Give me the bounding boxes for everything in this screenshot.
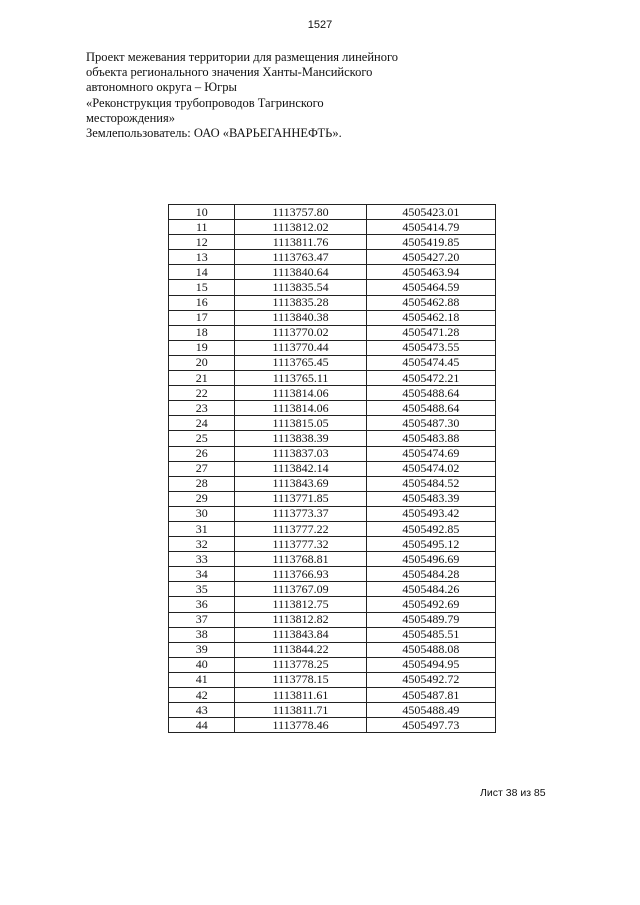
land-user-line [86,126,446,141]
x-coordinate-cell: 1113840.64 [235,265,366,280]
x-coordinate-cell: 1113844.22 [235,642,366,657]
point-number-cell: 11 [169,220,235,235]
table-row [169,355,496,370]
y-coordinate-cell: 4505487.30 [366,416,495,431]
point-number-cell: 41 [169,672,235,687]
x-coordinate-cell: 1113835.28 [235,295,366,310]
y-coordinate-cell: 4505471.28 [366,325,495,340]
point-number-cell: 14 [169,265,235,280]
point-number-cell: 40 [169,657,235,672]
x-coordinate-cell: 1113812.75 [235,597,366,612]
point-number-cell: 39 [169,642,235,657]
point-number-cell: 21 [169,371,235,386]
x-coordinate-cell: 1113812.82 [235,612,366,627]
x-coordinate-cell: 1113765.11 [235,371,366,386]
table-row [169,295,496,310]
point-number-cell: 24 [169,416,235,431]
x-coordinate-cell: 1113811.71 [235,703,366,718]
table-row [169,220,496,235]
y-coordinate-cell: 4505427.20 [366,250,495,265]
point-number-cell: 12 [169,235,235,250]
x-coordinate-cell: 1113812.02 [235,220,366,235]
table-row [169,325,496,340]
y-coordinate-cell: 4505488.08 [366,642,495,657]
header-line: месторождения» [86,110,175,125]
table-row [169,491,496,506]
land-user-value: ОАО «ВАРЬЕГАННЕФТЬ». [193,126,342,141]
y-coordinate-cell: 4505488.64 [366,386,495,401]
point-number-cell: 19 [169,340,235,355]
y-coordinate-cell: 4505493.42 [366,506,495,521]
table-row [169,506,496,521]
point-number-cell: 17 [169,310,235,325]
y-coordinate-cell: 4505463.94 [366,265,495,280]
point-number-cell: 44 [169,718,235,733]
table-row [169,657,496,672]
x-coordinate-cell: 1113757.80 [235,205,366,220]
table-row [169,280,496,295]
sheet-number: Лист 38 из 85 [480,787,546,799]
table-row [169,416,496,431]
x-coordinate-cell: 1113767.09 [235,582,366,597]
point-number-cell: 23 [169,401,235,416]
header-line: «Реконструкция трубопроводов Тагринского [86,95,324,110]
point-number-cell: 20 [169,355,235,370]
point-number-cell: 28 [169,476,235,491]
y-coordinate-cell: 4505489.79 [366,612,495,627]
y-coordinate-cell: 4505474.45 [366,355,495,370]
y-coordinate-cell: 4505483.39 [366,491,495,506]
point-number-cell: 32 [169,537,235,552]
x-coordinate-cell: 1113770.44 [235,340,366,355]
point-number-cell: 36 [169,597,235,612]
x-coordinate-cell: 1113768.81 [235,552,366,567]
table-row [169,552,496,567]
table-row [169,340,496,355]
x-coordinate-cell: 1113814.06 [235,401,366,416]
x-coordinate-cell: 1113778.25 [235,657,366,672]
point-number-cell: 33 [169,552,235,567]
x-coordinate-cell: 1113811.61 [235,688,366,703]
x-coordinate-cell: 1113765.45 [235,355,366,370]
coordinates-table [168,204,496,733]
table-row [169,537,496,552]
y-coordinate-cell: 4505462.18 [366,310,495,325]
page-number: 1527 [307,19,333,31]
y-coordinate-cell: 4505492.85 [366,521,495,536]
point-number-cell: 15 [169,280,235,295]
table-row [169,250,496,265]
point-number-cell: 35 [169,582,235,597]
point-number-cell: 16 [169,295,235,310]
y-coordinate-cell: 4505485.51 [366,627,495,642]
point-number-cell: 43 [169,703,235,718]
point-number-cell: 26 [169,446,235,461]
table-row [169,718,496,733]
y-coordinate-cell: 4505472.21 [366,371,495,386]
point-number-cell: 27 [169,461,235,476]
x-coordinate-cell: 1113771.85 [235,491,366,506]
y-coordinate-cell: 4505462.88 [366,295,495,310]
table-row [169,401,496,416]
y-coordinate-cell: 4505497.73 [366,718,495,733]
point-number-cell: 30 [169,506,235,521]
point-number-cell: 42 [169,688,235,703]
header-line: автономного округа – Югры [86,80,237,95]
y-coordinate-cell: 4505423.01 [366,205,495,220]
x-coordinate-cell: 1113838.39 [235,431,366,446]
table-row [169,476,496,491]
x-coordinate-cell: 1113773.37 [235,506,366,521]
table-row [169,431,496,446]
point-number-cell: 10 [169,205,235,220]
table-row [169,371,496,386]
y-coordinate-cell: 4505484.28 [366,567,495,582]
table-row [169,703,496,718]
x-coordinate-cell: 1113778.46 [235,718,366,733]
y-coordinate-cell: 4505492.72 [366,672,495,687]
x-coordinate-cell: 1113815.05 [235,416,366,431]
x-coordinate-cell: 1113842.14 [235,461,366,476]
y-coordinate-cell: 4505494.95 [366,657,495,672]
y-coordinate-cell: 4505464.59 [366,280,495,295]
x-coordinate-cell: 1113814.06 [235,386,366,401]
y-coordinate-cell: 4505495.12 [366,537,495,552]
table-row [169,688,496,703]
point-number-cell: 34 [169,567,235,582]
x-coordinate-cell: 1113837.03 [235,446,366,461]
table-row [169,205,496,220]
y-coordinate-cell: 4505474.69 [366,446,495,461]
point-number-cell: 29 [169,491,235,506]
x-coordinate-cell: 1113778.15 [235,672,366,687]
table-row [169,582,496,597]
x-coordinate-cell: 1113766.93 [235,567,366,582]
y-coordinate-cell: 4505487.81 [366,688,495,703]
table-row [169,642,496,657]
y-coordinate-cell: 4505473.55 [366,340,495,355]
table-row [169,597,496,612]
table-row [169,567,496,582]
coordinates-table-body [169,205,496,733]
y-coordinate-cell: 4505483.88 [366,431,495,446]
point-number-cell: 13 [169,250,235,265]
y-coordinate-cell: 4505484.52 [366,476,495,491]
point-number-cell: 18 [169,325,235,340]
x-coordinate-cell: 1113840.38 [235,310,366,325]
x-coordinate-cell: 1113777.32 [235,537,366,552]
y-coordinate-cell: 4505492.69 [366,597,495,612]
y-coordinate-cell: 4505488.64 [366,401,495,416]
table-row [169,461,496,476]
x-coordinate-cell: 1113763.47 [235,250,366,265]
point-number-cell: 25 [169,431,235,446]
x-coordinate-cell: 1113811.76 [235,235,366,250]
header-line: объекта регионального значения Ханты-Мансийского [86,65,373,80]
table-row [169,612,496,627]
table-row [169,521,496,536]
table-row [169,672,496,687]
point-number-cell: 31 [169,521,235,536]
x-coordinate-cell: 1113770.02 [235,325,366,340]
y-coordinate-cell: 4505419.85 [366,235,495,250]
y-coordinate-cell: 4505414.79 [366,220,495,235]
table-row [169,310,496,325]
table-row [169,235,496,250]
table-row [169,446,496,461]
x-coordinate-cell: 1113777.22 [235,521,366,536]
y-coordinate-cell: 4505484.26 [366,582,495,597]
y-coordinate-cell: 4505488.49 [366,703,495,718]
point-number-cell: 37 [169,612,235,627]
x-coordinate-cell: 1113843.69 [235,476,366,491]
x-coordinate-cell: 1113843.84 [235,627,366,642]
table-row [169,386,496,401]
point-number-cell: 38 [169,627,235,642]
table-row [169,265,496,280]
header-line: Проект межевания территории для размещения линейного [86,50,399,64]
point-number-cell: 22 [169,386,235,401]
x-coordinate-cell: 1113835.54 [235,280,366,295]
document-header [86,50,446,141]
y-coordinate-cell: 4505474.02 [366,461,495,476]
table-row [169,627,496,642]
y-coordinate-cell: 4505496.69 [366,552,495,567]
land-user-label: Землепользователь: [86,126,191,141]
